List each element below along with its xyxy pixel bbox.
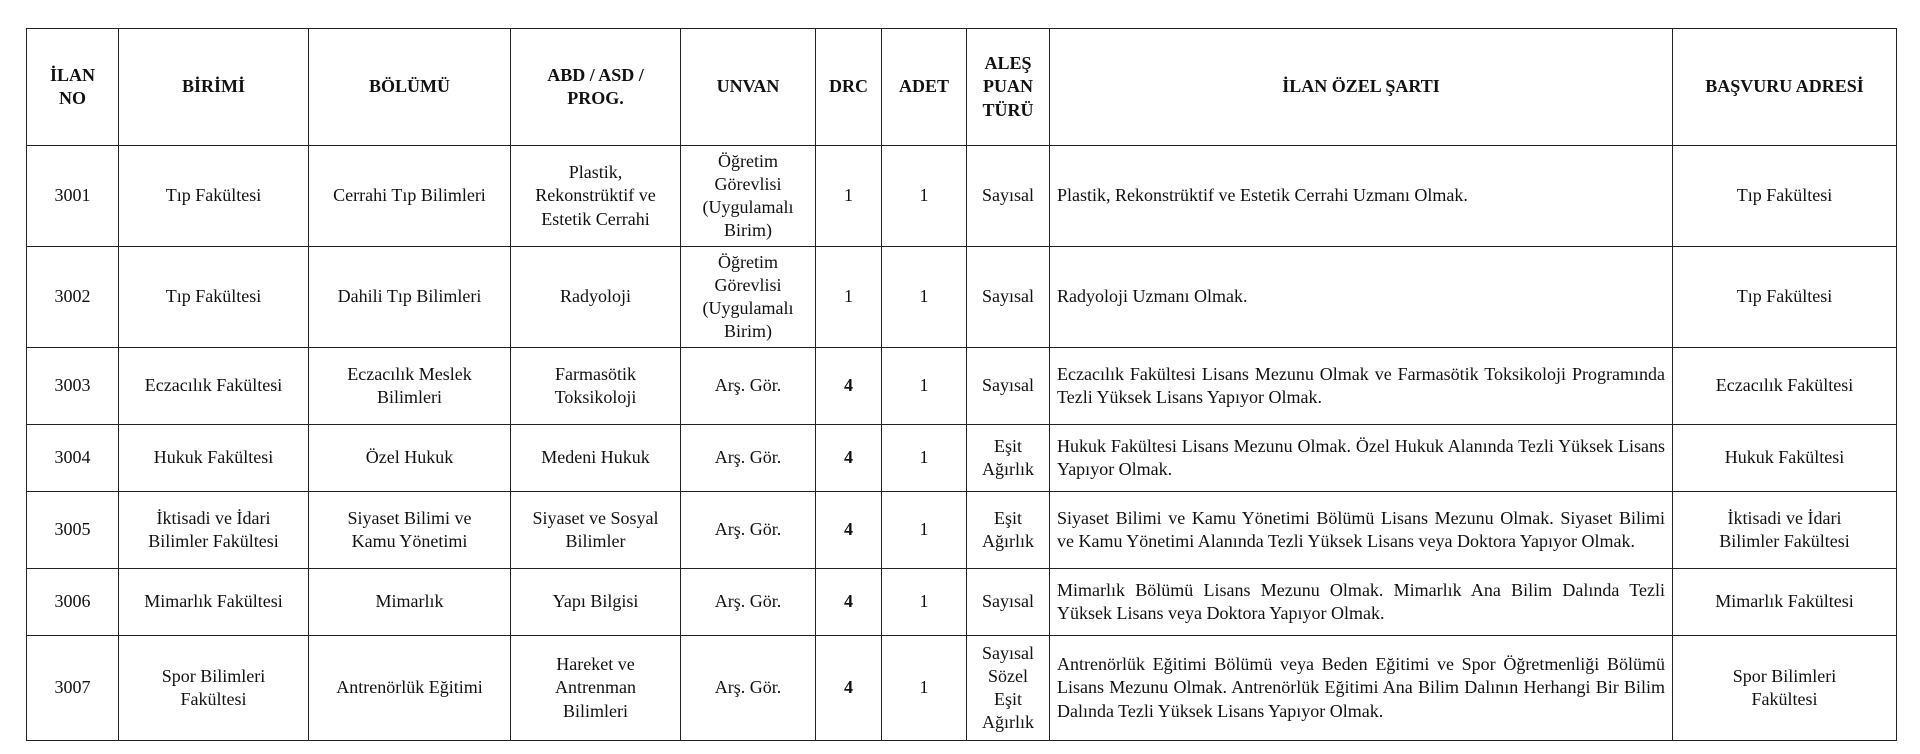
cell-abd: Medeni Hukuk: [511, 425, 681, 492]
cell-no: 3001: [27, 146, 119, 247]
table-row: [27, 569, 1897, 636]
cell-bolumu: Siyaset Bilimi ve Kamu Yönetimi: [309, 492, 511, 569]
cell-birimi: Mimarlık Fakültesi: [119, 569, 309, 636]
cell-birimi: Tıp Fakültesi: [119, 247, 309, 348]
cell-no: 3002: [27, 247, 119, 348]
table-row: [27, 425, 1897, 492]
cell-no: 3003: [27, 348, 119, 425]
cell-bolumu: Antrenörlük Eğitimi: [309, 636, 511, 741]
cell-abd: Plastik, Rekonstrüktif ve Estetik Cerrahi: [511, 146, 681, 247]
cell-ozel-sart: Radyoloji Uzmanı Olmak.: [1050, 247, 1673, 348]
cell-no: 3006: [27, 569, 119, 636]
cell-abd: Yapı Bilgisi: [511, 569, 681, 636]
table-row: [27, 146, 1897, 247]
header-ales: ALEŞ PUAN TÜRÜ: [967, 29, 1050, 146]
header-birimi: BİRİMİ: [119, 29, 309, 146]
cell-basvuru: Tıp Fakültesi: [1673, 247, 1897, 348]
header-ozel-sart: İLAN ÖZEL ŞARTI: [1050, 29, 1673, 146]
header-bolumu: BÖLÜMÜ: [309, 29, 511, 146]
cell-basvuru: Mimarlık Fakültesi: [1673, 569, 1897, 636]
cell-abd: Hareket ve Antrenman Bilimleri: [511, 636, 681, 741]
cell-ozel-sart: Hukuk Fakültesi Lisans Mezunu Olmak. Özel Hukuk Alanında Tezli Yüksek Lisans Yapıyor Olmak.: [1050, 425, 1673, 492]
cell-birimi: Spor Bilimleri Fakültesi: [119, 636, 309, 741]
cell-abd: Siyaset ve Sosyal Bilimler: [511, 492, 681, 569]
header-adet: ADET: [882, 29, 967, 146]
cell-ozel-sart: Eczacılık Fakültesi Lisans Mezunu Olmak ve Farmasötik Toksikoloji Programında Tezli Yüksek Lisans Yapıyor Olmak.: [1050, 348, 1673, 425]
cell-ales: Sayısal: [967, 348, 1050, 425]
cell-ales: Eşit Ağırlık: [967, 425, 1050, 492]
cell-drc: 4: [816, 569, 882, 636]
cell-ales: Sayısal Sözel Eşit Ağırlık: [967, 636, 1050, 741]
cell-abd: Radyoloji: [511, 247, 681, 348]
cell-ales: Sayısal: [967, 146, 1050, 247]
header-ilan-no: İLAN NO: [27, 29, 119, 146]
announcement-table: [26, 28, 1897, 741]
cell-ales: Sayısal: [967, 569, 1050, 636]
cell-abd: Farmasötik Toksikoloji: [511, 348, 681, 425]
table-row: [27, 636, 1897, 741]
cell-basvuru: Spor Bilimleri Fakültesi: [1673, 636, 1897, 741]
cell-birimi: Tıp Fakültesi: [119, 146, 309, 247]
cell-drc: 1: [816, 247, 882, 348]
cell-birimi: Eczacılık Fakültesi: [119, 348, 309, 425]
cell-drc: 4: [816, 425, 882, 492]
cell-basvuru: İktisadi ve İdari Bilimler Fakültesi: [1673, 492, 1897, 569]
header-row: [27, 29, 1897, 146]
cell-ozel-sart: Siyaset Bilimi ve Kamu Yönetimi Bölümü Lisans Mezunu Olmak. Siyaset Bilimi ve Kamu Yönetimi Alanında Tezli Yüksek Lisans veya Doktora Yapıyor Olmak.: [1050, 492, 1673, 569]
cell-unvan: Öğretim Görevlisi (Uygulamalı Birim): [681, 247, 816, 348]
cell-drc: 4: [816, 636, 882, 741]
cell-no: 3005: [27, 492, 119, 569]
cell-drc: 4: [816, 492, 882, 569]
cell-unvan: Öğretim Görevlisi (Uygulamalı Birim): [681, 146, 816, 247]
cell-no: 3004: [27, 425, 119, 492]
cell-drc: 4: [816, 348, 882, 425]
table-row: [27, 247, 1897, 348]
announcement-table-wrapper: [26, 28, 1896, 741]
cell-adet: 1: [882, 636, 967, 741]
table-row: [27, 492, 1897, 569]
header-unvan: UNVAN: [681, 29, 816, 146]
cell-adet: 1: [882, 146, 967, 247]
cell-drc: 1: [816, 146, 882, 247]
cell-unvan: Arş. Gör.: [681, 425, 816, 492]
cell-basvuru: Tıp Fakültesi: [1673, 146, 1897, 247]
header-basvuru: BAŞVURU ADRESİ: [1673, 29, 1897, 146]
cell-bolumu: Cerrahi Tıp Bilimleri: [309, 146, 511, 247]
cell-birimi: Hukuk Fakültesi: [119, 425, 309, 492]
cell-unvan: Arş. Gör.: [681, 348, 816, 425]
cell-ozel-sart: Plastik, Rekonstrüktif ve Estetik Cerrahi Uzmanı Olmak.: [1050, 146, 1673, 247]
cell-basvuru: Hukuk Fakültesi: [1673, 425, 1897, 492]
cell-ozel-sart: Antrenörlük Eğitimi Bölümü veya Beden Eğitimi ve Spor Öğretmenliği Bölümü Lisans Mezunu Olmak. Antrenörlük Eğitimi Ana Bilim Dalının Herhangi Bir Bilim Dalında Tezli Yüksek Lisans Yapıyor Olmak.: [1050, 636, 1673, 741]
cell-unvan: Arş. Gör.: [681, 636, 816, 741]
header-drc: DRC: [816, 29, 882, 146]
header-abd: ABD / ASD / PROG.: [511, 29, 681, 146]
cell-ales: Sayısal: [967, 247, 1050, 348]
table-row: [27, 348, 1897, 425]
cell-ozel-sart: Mimarlık Bölümü Lisans Mezunu Olmak. Mimarlık Ana Bilim Dalında Tezli Yüksek Lisans veya Doktora Yapıyor Olmak.: [1050, 569, 1673, 636]
cell-adet: 1: [882, 348, 967, 425]
cell-bolumu: Eczacılık Meslek Bilimleri: [309, 348, 511, 425]
cell-bolumu: Mimarlık: [309, 569, 511, 636]
cell-basvuru: Eczacılık Fakültesi: [1673, 348, 1897, 425]
cell-bolumu: Özel Hukuk: [309, 425, 511, 492]
cell-adet: 1: [882, 425, 967, 492]
cell-unvan: Arş. Gör.: [681, 492, 816, 569]
cell-adet: 1: [882, 569, 967, 636]
cell-adet: 1: [882, 247, 967, 348]
cell-no: 3007: [27, 636, 119, 741]
cell-unvan: Arş. Gör.: [681, 569, 816, 636]
cell-bolumu: Dahili Tıp Bilimleri: [309, 247, 511, 348]
cell-ales: Eşit Ağırlık: [967, 492, 1050, 569]
cell-adet: 1: [882, 492, 967, 569]
cell-birimi: İktisadi ve İdari Bilimler Fakültesi: [119, 492, 309, 569]
